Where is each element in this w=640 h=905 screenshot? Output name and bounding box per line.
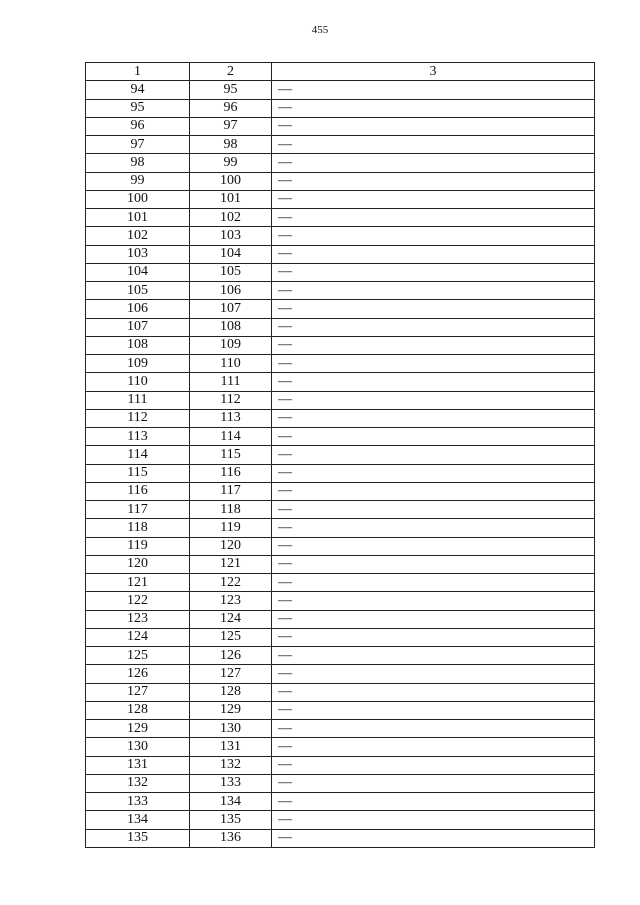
cell-col-1: 95 bbox=[86, 99, 190, 117]
cell-col-2: 122 bbox=[190, 574, 272, 592]
cell-col-2: 96 bbox=[190, 99, 272, 117]
cell-col-1: 97 bbox=[86, 136, 190, 154]
cell-col-2: 103 bbox=[190, 227, 272, 245]
cell-col-2: 104 bbox=[190, 245, 272, 263]
cell-col-1: 99 bbox=[86, 172, 190, 190]
table-row bbox=[86, 628, 595, 646]
table-row bbox=[86, 738, 595, 756]
cell-col-2: 107 bbox=[190, 300, 272, 318]
cell-col-1: 121 bbox=[86, 574, 190, 592]
cell-col-3: — bbox=[272, 336, 595, 354]
table-row bbox=[86, 793, 595, 811]
column-header-1: 1 bbox=[86, 63, 190, 81]
cell-col-3: — bbox=[272, 738, 595, 756]
cell-col-3: — bbox=[272, 482, 595, 500]
cell-col-1: 94 bbox=[86, 81, 190, 99]
table-row bbox=[86, 263, 595, 281]
table-row bbox=[86, 99, 595, 117]
table-row bbox=[86, 756, 595, 774]
cell-col-1: 132 bbox=[86, 774, 190, 792]
cell-col-3: — bbox=[272, 209, 595, 227]
cell-col-1: 96 bbox=[86, 117, 190, 135]
data-table bbox=[85, 62, 595, 848]
cell-col-2: 117 bbox=[190, 482, 272, 500]
table-row bbox=[86, 409, 595, 427]
cell-col-3: — bbox=[272, 537, 595, 555]
cell-col-2: 126 bbox=[190, 647, 272, 665]
table-row bbox=[86, 81, 595, 99]
cell-col-1: 134 bbox=[86, 811, 190, 829]
cell-col-3: — bbox=[272, 610, 595, 628]
cell-col-2: 123 bbox=[190, 592, 272, 610]
table-row bbox=[86, 172, 595, 190]
cell-col-1: 109 bbox=[86, 355, 190, 373]
cell-col-1: 107 bbox=[86, 318, 190, 336]
cell-col-3: — bbox=[272, 592, 595, 610]
cell-col-1: 106 bbox=[86, 300, 190, 318]
cell-col-2: 133 bbox=[190, 774, 272, 792]
table-row bbox=[86, 428, 595, 446]
table-row bbox=[86, 190, 595, 208]
cell-col-1: 116 bbox=[86, 482, 190, 500]
table-row bbox=[86, 519, 595, 537]
cell-col-3: — bbox=[272, 190, 595, 208]
table-row bbox=[86, 482, 595, 500]
cell-col-2: 128 bbox=[190, 683, 272, 701]
cell-col-3: — bbox=[272, 136, 595, 154]
header-row bbox=[86, 63, 595, 81]
cell-col-1: 122 bbox=[86, 592, 190, 610]
table-row bbox=[86, 811, 595, 829]
cell-col-1: 105 bbox=[86, 282, 190, 300]
cell-col-1: 110 bbox=[86, 373, 190, 391]
cell-col-3: — bbox=[272, 701, 595, 719]
cell-col-3: — bbox=[272, 245, 595, 263]
cell-col-2: 132 bbox=[190, 756, 272, 774]
cell-col-1: 124 bbox=[86, 628, 190, 646]
cell-col-3: — bbox=[272, 829, 595, 847]
cell-col-2: 120 bbox=[190, 537, 272, 555]
table-row bbox=[86, 391, 595, 409]
table-row bbox=[86, 665, 595, 683]
cell-col-3: — bbox=[272, 647, 595, 665]
cell-col-1: 104 bbox=[86, 263, 190, 281]
cell-col-2: 127 bbox=[190, 665, 272, 683]
table-row bbox=[86, 464, 595, 482]
cell-col-2: 136 bbox=[190, 829, 272, 847]
cell-col-3: — bbox=[272, 300, 595, 318]
cell-col-2: 135 bbox=[190, 811, 272, 829]
table-row bbox=[86, 373, 595, 391]
cell-col-1: 125 bbox=[86, 647, 190, 665]
table-row bbox=[86, 701, 595, 719]
table-row bbox=[86, 227, 595, 245]
cell-col-1: 101 bbox=[86, 209, 190, 227]
cell-col-2: 124 bbox=[190, 610, 272, 628]
cell-col-1: 103 bbox=[86, 245, 190, 263]
cell-col-3: — bbox=[272, 464, 595, 482]
table-row bbox=[86, 501, 595, 519]
cell-col-2: 125 bbox=[190, 628, 272, 646]
table-body bbox=[86, 81, 595, 848]
cell-col-2: 112 bbox=[190, 391, 272, 409]
cell-col-3: — bbox=[272, 99, 595, 117]
cell-col-1: 98 bbox=[86, 154, 190, 172]
page-number: 455 bbox=[311, 24, 329, 36]
cell-col-1: 114 bbox=[86, 446, 190, 464]
cell-col-3: — bbox=[272, 446, 595, 464]
cell-col-2: 106 bbox=[190, 282, 272, 300]
cell-col-2: 129 bbox=[190, 701, 272, 719]
cell-col-3: — bbox=[272, 428, 595, 446]
cell-col-1: 100 bbox=[86, 190, 190, 208]
cell-col-3: — bbox=[272, 793, 595, 811]
cell-col-2: 110 bbox=[190, 355, 272, 373]
table-row bbox=[86, 683, 595, 701]
cell-col-2: 109 bbox=[190, 336, 272, 354]
cell-col-3: — bbox=[272, 172, 595, 190]
cell-col-3: — bbox=[272, 519, 595, 537]
table-row bbox=[86, 446, 595, 464]
cell-col-3: — bbox=[272, 774, 595, 792]
cell-col-2: 115 bbox=[190, 446, 272, 464]
cell-col-3: — bbox=[272, 373, 595, 391]
cell-col-2: 134 bbox=[190, 793, 272, 811]
cell-col-3: — bbox=[272, 555, 595, 573]
table-row bbox=[86, 300, 595, 318]
table-row bbox=[86, 610, 595, 628]
cell-col-3: — bbox=[272, 409, 595, 427]
cell-col-2: 99 bbox=[190, 154, 272, 172]
cell-col-3: — bbox=[272, 683, 595, 701]
table-row bbox=[86, 555, 595, 573]
cell-col-1: 131 bbox=[86, 756, 190, 774]
cell-col-2: 113 bbox=[190, 409, 272, 427]
cell-col-1: 127 bbox=[86, 683, 190, 701]
cell-col-3: — bbox=[272, 391, 595, 409]
table-row bbox=[86, 209, 595, 227]
table-row bbox=[86, 318, 595, 336]
cell-col-1: 128 bbox=[86, 701, 190, 719]
cell-col-3: — bbox=[272, 665, 595, 683]
cell-col-1: 120 bbox=[86, 555, 190, 573]
cell-col-2: 119 bbox=[190, 519, 272, 537]
table-row bbox=[86, 245, 595, 263]
cell-col-1: 112 bbox=[86, 409, 190, 427]
table-row bbox=[86, 774, 595, 792]
cell-col-2: 131 bbox=[190, 738, 272, 756]
cell-col-2: 121 bbox=[190, 555, 272, 573]
table-row bbox=[86, 117, 595, 135]
cell-col-2: 118 bbox=[190, 501, 272, 519]
cell-col-1: 135 bbox=[86, 829, 190, 847]
column-header-3: 3 bbox=[272, 63, 595, 81]
cell-col-2: 101 bbox=[190, 190, 272, 208]
table-row bbox=[86, 154, 595, 172]
cell-col-3: — bbox=[272, 263, 595, 281]
cell-col-2: 102 bbox=[190, 209, 272, 227]
cell-col-1: 108 bbox=[86, 336, 190, 354]
cell-col-3: — bbox=[272, 756, 595, 774]
cell-col-2: 108 bbox=[190, 318, 272, 336]
cell-col-2: 97 bbox=[190, 117, 272, 135]
table-row bbox=[86, 592, 595, 610]
table-row bbox=[86, 282, 595, 300]
cell-col-1: 119 bbox=[86, 537, 190, 555]
cell-col-3: — bbox=[272, 227, 595, 245]
cell-col-1: 129 bbox=[86, 720, 190, 738]
table-header bbox=[86, 63, 595, 81]
cell-col-2: 111 bbox=[190, 373, 272, 391]
cell-col-3: — bbox=[272, 282, 595, 300]
cell-col-1: 130 bbox=[86, 738, 190, 756]
table-row bbox=[86, 720, 595, 738]
cell-col-2: 114 bbox=[190, 428, 272, 446]
cell-col-3: — bbox=[272, 574, 595, 592]
table-row bbox=[86, 355, 595, 373]
cell-col-3: — bbox=[272, 628, 595, 646]
cell-col-1: 133 bbox=[86, 793, 190, 811]
table-row bbox=[86, 537, 595, 555]
table-row bbox=[86, 647, 595, 665]
cell-col-2: 98 bbox=[190, 136, 272, 154]
table-row bbox=[86, 574, 595, 592]
table-row bbox=[86, 829, 595, 847]
cell-col-3: — bbox=[272, 811, 595, 829]
cell-col-1: 115 bbox=[86, 464, 190, 482]
cell-col-1: 123 bbox=[86, 610, 190, 628]
cell-col-3: — bbox=[272, 355, 595, 373]
cell-col-1: 118 bbox=[86, 519, 190, 537]
cell-col-2: 100 bbox=[190, 172, 272, 190]
cell-col-1: 113 bbox=[86, 428, 190, 446]
cell-col-3: — bbox=[272, 81, 595, 99]
cell-col-3: — bbox=[272, 154, 595, 172]
cell-col-1: 102 bbox=[86, 227, 190, 245]
column-header-2: 2 bbox=[190, 63, 272, 81]
cell-col-3: — bbox=[272, 720, 595, 738]
cell-col-2: 130 bbox=[190, 720, 272, 738]
cell-col-1: 117 bbox=[86, 501, 190, 519]
cell-col-3: — bbox=[272, 318, 595, 336]
cell-col-2: 116 bbox=[190, 464, 272, 482]
cell-col-3: — bbox=[272, 117, 595, 135]
cell-col-1: 111 bbox=[86, 391, 190, 409]
cell-col-1: 126 bbox=[86, 665, 190, 683]
cell-col-3: — bbox=[272, 501, 595, 519]
cell-col-2: 95 bbox=[190, 81, 272, 99]
cell-col-2: 105 bbox=[190, 263, 272, 281]
table-row bbox=[86, 336, 595, 354]
table-row bbox=[86, 136, 595, 154]
